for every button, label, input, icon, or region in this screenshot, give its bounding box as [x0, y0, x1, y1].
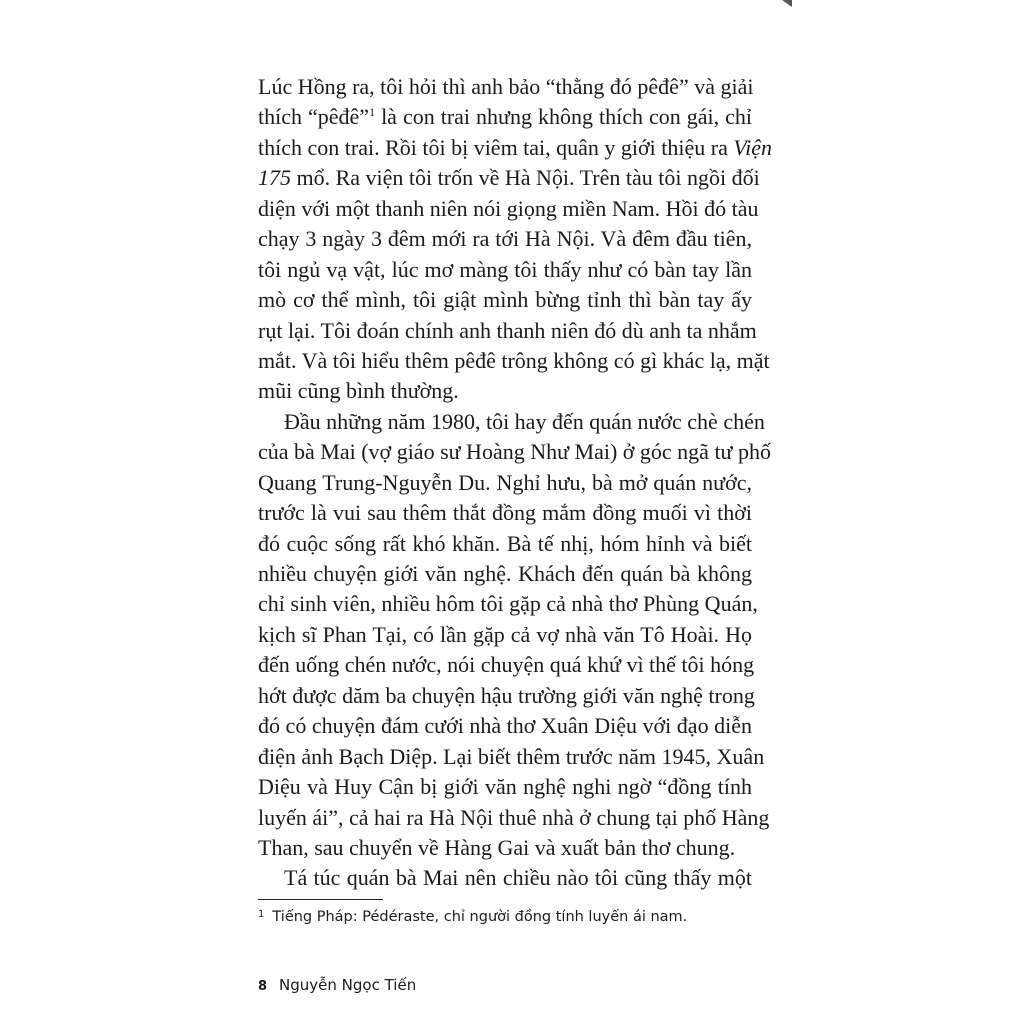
page-number: 8: [258, 979, 268, 994]
footnote-text: Tiếng Pháp: Pédéraste, chỉ người đồng tính luyến ái nam.: [272, 909, 688, 925]
footnote-reference: 1: [369, 105, 376, 120]
text-line: Đầu những năm 1980, tôi hay đến quán nước chè chén: [284, 408, 765, 434]
text-line: chạy 3 ngày 3 đêm mới ra tới Hà Nội. Và đêm đầu tiên,: [258, 226, 752, 252]
text-line: chỉ sinh viên, nhiều hôm tôi gặp cả nhà thơ Phùng Quán,: [258, 591, 758, 617]
text-line: kịch sĩ Phan Tại, có lần gặp cả vợ nhà văn Tô Hoài. Họ: [258, 621, 752, 647]
footnote-marker: 1: [258, 909, 265, 920]
text-line: đến uống chén nước, nói chuyện quá khứ vì thế tôi hóng: [258, 652, 755, 678]
body-text: [258, 72, 773, 894]
text-line: nhiều chuyện giới văn nghệ. Khách đến quán bà không: [258, 561, 752, 586]
italic-text: 175: [258, 165, 291, 191]
text-line: tôi ngủ vạ vật, lúc mơ màng tôi thấy như có bàn tay lần: [258, 256, 752, 282]
text-line: thích con trai. Rồi tôi bị viêm tai, quân y giới thiệu ra Viện: [258, 134, 773, 160]
text-line: đó có chuyện đám cưới nhà thơ Xuân Diệu với đạo diễn: [258, 713, 752, 739]
text-line: Tá túc quán bà Mai nên chiều nào tôi cũng thấy một: [284, 865, 752, 891]
page-footer: [258, 976, 416, 994]
text-line: 175 mổ. Ra viện tôi trốn về Hà Nội. Trên tàu tôi ngồi đối: [258, 165, 760, 191]
footnote: [258, 909, 687, 925]
text-line: trước là vui sau thêm thắt đồng mắm đồng muối vì thời: [258, 500, 752, 526]
text-line: diện với một thanh niên nói giọng miền Nam. Hồi đó tàu: [258, 195, 759, 221]
text-line: Diệu và Huy Cận bị giới văn nghệ nghi ngờ “đồng tính: [258, 774, 752, 800]
corner-mark: [782, 0, 792, 7]
text-line: mò cơ thể mình, tôi giật mình bừng tỉnh thì bàn tay ấy: [258, 287, 752, 313]
text-line: Than, sau chuyển về Hàng Gai và xuất bản thơ chung.: [258, 834, 736, 860]
text-line: điện ảnh Bạch Diệp. Lại biết thêm trước năm 1945, Xuân: [258, 743, 765, 769]
text-line: luyến ái”, cả hai ra Hà Nội thuê nhà ở chung tại phố Hàng: [258, 804, 770, 830]
text-line: của bà Mai (vợ giáo sư Hoàng Như Mai) ở góc ngã tư phố: [258, 439, 771, 465]
italic-text: Viện: [733, 134, 773, 160]
author-name: Nguyễn Ngọc Tiến: [279, 976, 417, 994]
text-line: thích “pêđê”$^1$ là con trai nhưng không thích con gái, chỉ: [258, 104, 752, 130]
text-line: hớt được dăm ba chuyện hậu trường giới văn nghệ trong: [258, 682, 755, 708]
text-line: mắt. Và tôi hiểu thêm pêđê trông không có gì khác lạ, mặt: [258, 347, 770, 373]
text-line: đó cuộc sống rất khó khăn. Bà tế nhị, hóm hỉnh và biết: [258, 530, 752, 556]
text-line: rụt lại. Tôi đoán chính anh thanh niên đó dù anh ta nhắm: [258, 317, 757, 343]
footnote-divider: [258, 899, 383, 900]
text-line: Quang Trung-Nguyễn Du. Nghỉ hưu, bà mở quán nước,: [258, 469, 752, 495]
text-line: Lúc Hồng ra, tôi hỏi thì anh bảo “thằng đó pêđê” và giải: [258, 74, 754, 99]
text-line: mũi cũng bình thường.: [258, 378, 459, 404]
